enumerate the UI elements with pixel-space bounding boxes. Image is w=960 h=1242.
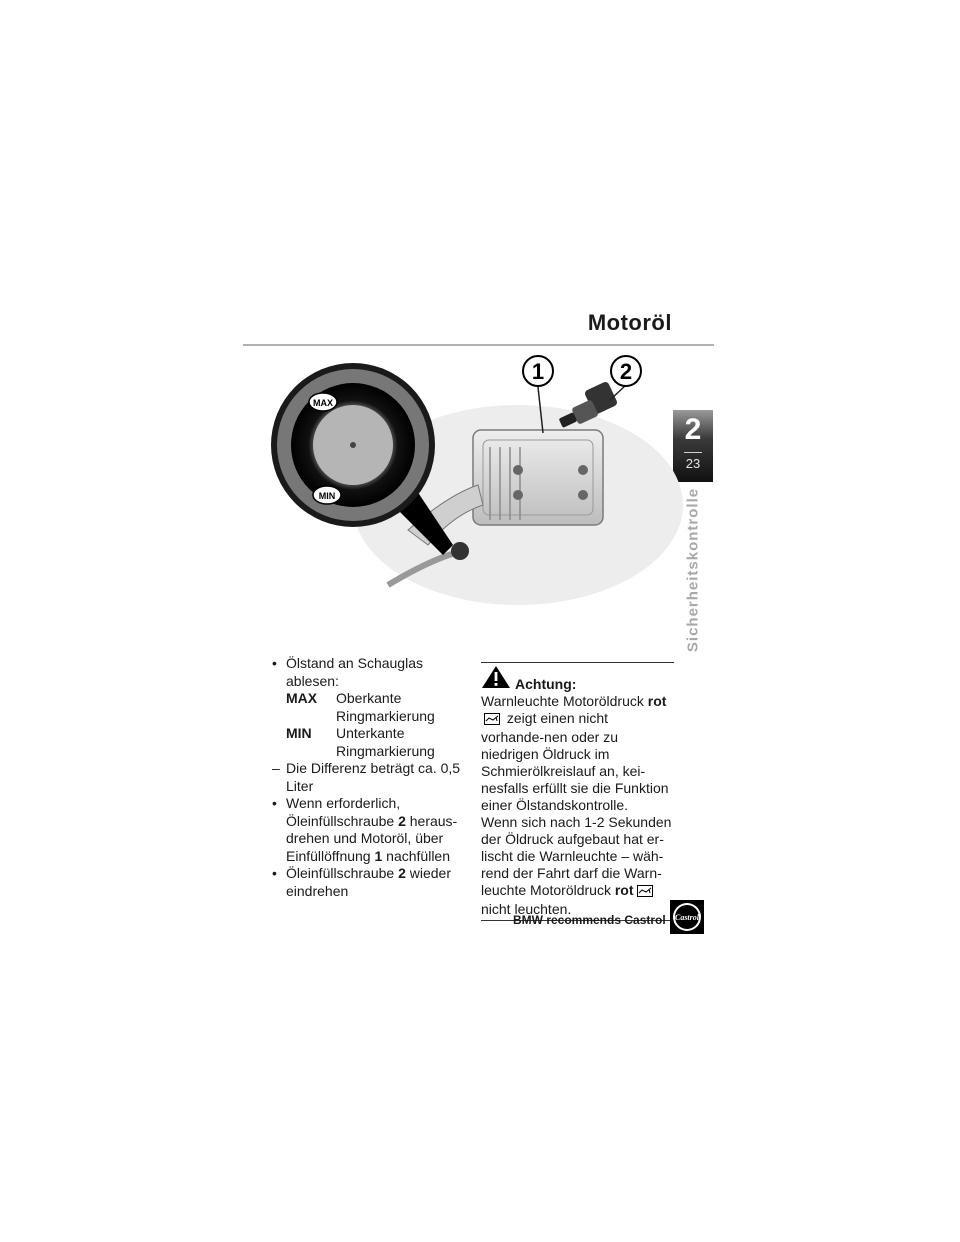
warning-top-rule — [481, 662, 674, 663]
bullet: • — [272, 865, 277, 881]
callout-2 — [611, 356, 641, 386]
sight-glass-magnifier — [271, 363, 435, 527]
warning-label: Achtung: — [515, 676, 577, 692]
ref-number-1: 1 — [374, 847, 383, 864]
bullet: • — [272, 795, 277, 811]
page-title: Motoröl — [587, 310, 672, 335]
warning-text-1: zeigt einen nicht vorhande-nen oder zu niedrigen Öldruck im Schmierölkreislauf an, kei-nesfalls erfüllt sie die Funktion einer Ölstandskontrolle. — [481, 710, 669, 813]
svg-text:MIN: MIN — [318, 491, 336, 501]
warning-header — [481, 665, 674, 693]
warning-text-2: Wenn sich nach 1-2 Sekunden der Öldruck aufgebaut hat er-lischt die Warnleuchte – wäh-rend der Fahrt darf die Warn-leuchte Motoröldruck — [481, 814, 672, 898]
max-mark — [309, 393, 337, 411]
warning-text — [481, 693, 674, 918]
warning-triangle-icon — [481, 665, 511, 693]
min-definition — [286, 725, 462, 760]
difference-note: Die Differenz beträgt ca. 0,5 Liter — [286, 760, 461, 794]
svg-text:Castrol: Castrol — [674, 913, 699, 922]
instructions-column — [272, 655, 462, 900]
svg-text:MAX: MAX — [313, 398, 333, 408]
max-key: MAX — [286, 690, 318, 706]
warning-box — [481, 662, 674, 921]
castrol-logo-icon — [670, 900, 704, 939]
list-item — [272, 795, 462, 865]
color-red-word: rot — [647, 693, 667, 709]
svg-text:2: 2 — [619, 359, 633, 384]
engine-illustration — [268, 355, 688, 615]
min-mark — [313, 486, 341, 504]
chapter-number: 2 — [684, 413, 702, 446]
max-description: Oberkante Ringmarkierung — [336, 690, 435, 724]
svg-text:1: 1 — [531, 359, 545, 384]
page-number: 23 — [685, 456, 701, 471]
step-close-a: Öleinfüllschraube — [286, 865, 399, 881]
callout-1 — [523, 356, 553, 386]
bullet: • — [272, 655, 277, 671]
ref-number-2: 2 — [398, 865, 406, 881]
max-definition — [286, 690, 462, 725]
warning-line-1: Warnleuchte Motoröldruck — [481, 693, 648, 709]
color-red-word: rot — [614, 882, 634, 898]
step-refill-c: nachfüllen — [382, 847, 450, 864]
step-close-b: wieder eindrehen — [286, 865, 451, 899]
step-refill-b: heraus-drehen und Motoröl, über Einfüllöffnung — [286, 812, 458, 864]
castrol-badge — [513, 900, 704, 939]
dash: – — [272, 760, 280, 776]
oil-pressure-icon — [637, 884, 653, 901]
level-definitions — [286, 690, 462, 760]
title-divider — [243, 344, 714, 346]
min-description: Unterkante Ringmarkierung — [336, 725, 435, 759]
oil-pressure-icon — [484, 712, 500, 729]
step-read-level: Ölstand an Schauglas ablesen: — [286, 655, 423, 689]
ref-number-2: 2 — [398, 812, 406, 829]
list-item — [272, 655, 462, 690]
list-item — [272, 760, 462, 795]
list-item — [272, 865, 462, 900]
castrol-text: BMW recommends Castrol — [513, 912, 666, 927]
section-label: Sicherheitskontrolle — [684, 487, 702, 653]
step-refill-a: Wenn erforderlich, Öleinfüllschraube — [286, 795, 401, 829]
min-key: MIN — [286, 725, 312, 741]
warning-text-3: nicht leuchten. — [481, 901, 572, 917]
